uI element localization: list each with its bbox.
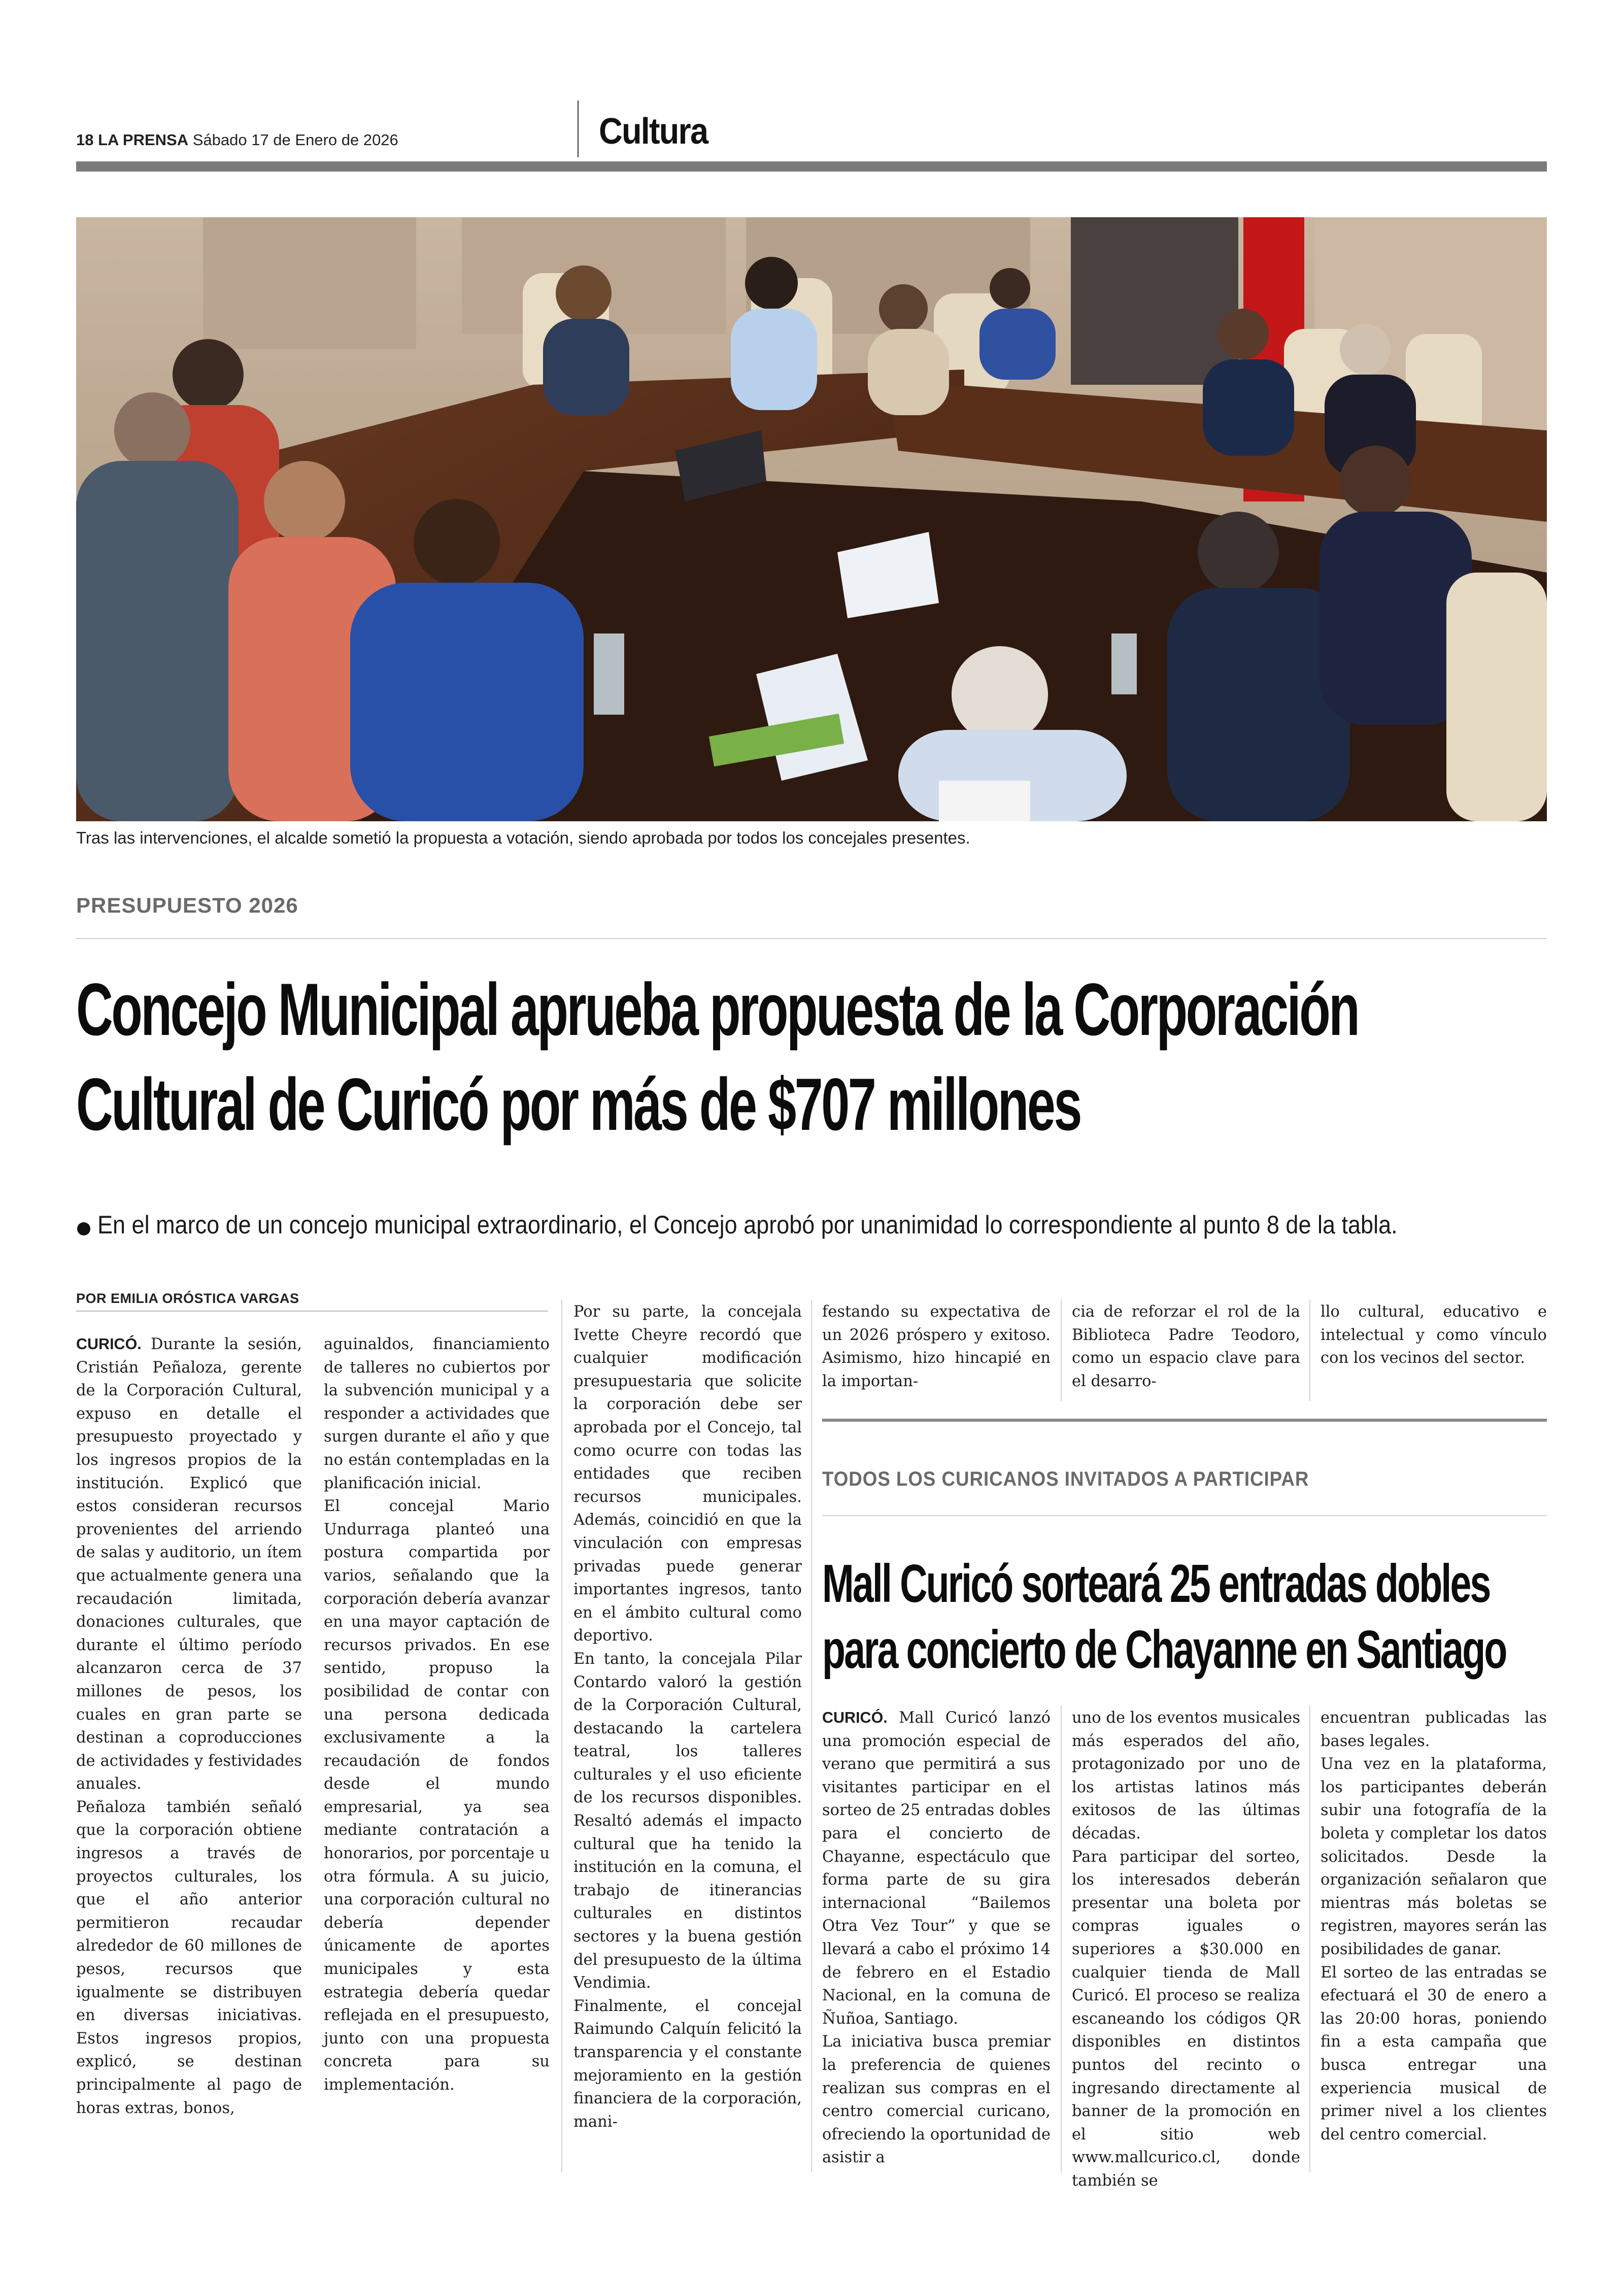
page-header-info bbox=[76, 131, 398, 149]
box-headline-line-1: Mall Curicó sorteará 25 entradas dobles bbox=[822, 1554, 1490, 1614]
headline-line-2: Cultural de Curicó por más de $707 millones bbox=[76, 1063, 1080, 1146]
paragraph: aguinaldos, financiamiento de talleres no cubiertos por la subvención municipal y a responder a actividades que surgen durante el año y que no están contempladas en la planificación inicial. bbox=[324, 1335, 550, 1492]
article-column-1 bbox=[76, 1333, 302, 2120]
article-summary: En el marco de un concejo municipal extraordinario, el Concejo aprobó por unanimidad lo correspondiente al punto 8 de la tabla. bbox=[97, 1211, 1398, 1239]
paragraph-text: Durante la sesión, Cristián Peñaloza, gerente de la Corporación Cultural, expuso en detalle el presupuesto proyectado y los ingresos propios de la institución. Explicó que estos consideran recursos provenientes del arriendo de salas y auditorio, un ítem que actualmente genera una recaudación limitada, donaciones culturales, que durante el último período alcanzaron cerca de 37 millones de pesos, los cuales en gran parte se destinan a coproducciones de actividades y festividades anuales. bbox=[76, 1335, 302, 1793]
byline: POR EMILIA ORÓSTICA VARGAS bbox=[76, 1291, 299, 1306]
header-divider bbox=[578, 100, 579, 157]
box-article-column-2 bbox=[1072, 1706, 1300, 2192]
article-column-3 bbox=[573, 1300, 802, 2133]
newspaper-name: LA PRENSA bbox=[98, 131, 189, 149]
paragraph: Finalmente, el concejal Raimundo Calquín felicitó la transparencia y el constante mejoramiento en la gestión financiera de la corporación, mani- bbox=[573, 1997, 802, 2131]
box-article-column-1 bbox=[822, 1706, 1051, 2169]
paragraph: El sorteo de las entradas se efectuará el 30 de enero a las 20:00 horas, poniendo fin a esta campaña que busca entregar una experiencia musical de primer nivel a los clientes del centro comercial. bbox=[1321, 1963, 1547, 2143]
paragraph: encuentran publicadas las bases legales. bbox=[1321, 1709, 1547, 1750]
paragraph: Una vez en la plataforma, los participantes deberán subir una fotografía de la boleta y completar los datos solicitados. Desde la organización señalaron que mientras más boletas se registren, mayores serán las posibilidades de ganar. bbox=[1321, 1755, 1547, 1958]
box-dateline: CURICÓ. bbox=[822, 1709, 888, 1726]
column-rule bbox=[1061, 1705, 1062, 2172]
issue-date: Sábado 17 de Enero de 2026 bbox=[192, 131, 398, 149]
box-article-rule bbox=[822, 1419, 1547, 1422]
paragraph: cia de reforzar el rol de la Biblioteca Padre Teodoro, como un espacio clave para el desarro- bbox=[1072, 1303, 1300, 1390]
paragraph bbox=[76, 1333, 302, 1796]
paragraph: Peñaloza también señaló que la corporación obtiene ingresos a través de proyectos culturales, los que el año anterior permitieron recaudar alrededor de 60 millones de pesos, recursos que igualmente se distribuyen en diversas iniciativas. Estos ingresos propios, explicó, se destinan principalmente al pago de horas extras, bonos, bbox=[76, 1798, 302, 2117]
box-article-column-3 bbox=[1321, 1706, 1547, 2146]
article-column-6 bbox=[1321, 1300, 1547, 1370]
paragraph: La iniciativa busca premiar la preferencia de quienes realizan sus compras en el centro comercial curicano, ofreciendo la oportunidad de asistir a bbox=[822, 2033, 1051, 2167]
section-title: Cultura bbox=[599, 111, 708, 152]
column-rule bbox=[1309, 1705, 1310, 2172]
kicker-rule bbox=[76, 938, 1547, 939]
paragraph: festando su expectativa de un 2026 próspero y exitoso. Asimismo, hizo hincapié en la importan- bbox=[822, 1303, 1051, 1390]
paragraph: En tanto, la concejala Pilar Contardo valoró la gestión de la Corporación Cultural, destacando la cartelera teatral, los talleres culturales y el uso eficiente de los recursos disponibles. Resaltó además el impacto cultural que ha tenido la institución en la comuna, el trabajo de itinerancias culturales en distintos sectores y la buena gestión del presupuesto de la última Vendimia. bbox=[573, 1650, 802, 1992]
paragraph: Por su parte, la concejala Ivette Cheyre recordó que cualquier modificación presupuestaria que solicite la corporación debe ser aprobada por el Concejo, tal como ocurre con todas las entidades que reciben recursos municipales. Además, coincidió en que la vinculación con empresas privadas puede generar importantes ingresos, tanto en el ámbito cultural como deportivo. bbox=[573, 1303, 802, 1645]
column-rule bbox=[1061, 1299, 1062, 1401]
header-rule bbox=[76, 161, 1547, 172]
box-headline-line-2: para concierto de Chayanne en Santiago bbox=[822, 1620, 1506, 1680]
box-article-kicker: TODOS LOS CURICANOS INVITADOS A PARTICIPAR bbox=[822, 1468, 1309, 1490]
paragraph: El concejal Mario Undurraga planteó una postura compartida por varios, señalando que la corporación debería avanzar en una mayor captación de recursos privados. En ese sentido, propuso la posibilidad de contar con una persona dedicada exclusivamente a la recaudación de fondos desde el mundo empresarial, ya sea mediante contratación a honorarios, por porcentaje u otra fórmula. A su juicio, una corporación cultural no debería depender únicamente de aportes municipales y esta estrategia debería quedar reflejada en el presupuesto, junto con una propuesta concreta para su implementación. bbox=[324, 1497, 550, 2094]
paragraph: llo cultural, educativo e intelectual y como vínculo con los vecinos del sector. bbox=[1321, 1303, 1547, 1367]
paragraph: Para participar del sorteo, los interesados deberán presentar una boleta por compras iguales o superiores a $30.000 en cualquier tienda de Mall Curicó. El proceso se realiza escaneando los códigos QR disponibles en distintos puntos del recinto o ingresando directamente al banner de la promoción en el sitio web www.mallcurico.cl, donde también se bbox=[1072, 1848, 1300, 2190]
column-rule bbox=[1309, 1299, 1310, 1401]
paragraph: uno de los eventos musicales más esperados del año, protagonizado por uno de los artistas latinos más exitosos de las últimas décadas. bbox=[1072, 1709, 1300, 1842]
dateline: CURICÓ. bbox=[76, 1335, 142, 1353]
box-kicker-rule bbox=[822, 1515, 1547, 1516]
paragraph bbox=[822, 1706, 1051, 2030]
article-kicker: PRESUPUESTO 2026 bbox=[76, 893, 298, 917]
headline-line-1: Concejo Municipal aprueba propuesta de la Corporación bbox=[76, 968, 1359, 1051]
paragraph-text: Mall Curicó lanzó una promoción especial de verano que permitirá a sus visitantes participar en el sorteo de 25 entradas dobles para el concierto de Chayanne, espectáculo que forma parte de su gira internacional “Bailemos Otra Vez Tour” y que se llevará a cabo el próximo 14 de febrero en el Estadio Nacional, en la comuna de Ñuñoa, Santiago. bbox=[822, 1709, 1051, 2028]
article-column-4 bbox=[822, 1300, 1051, 1393]
article-column-5 bbox=[1072, 1300, 1300, 1393]
photo-caption: Tras las intervenciones, el alcalde sometió la propuesta a votación, siendo aprobada por todos los concejales presentes. bbox=[76, 828, 970, 847]
column-rule bbox=[811, 1299, 812, 2172]
page-number: 18 bbox=[76, 131, 94, 149]
article-column-2 bbox=[324, 1333, 550, 2097]
meeting-photo bbox=[76, 217, 1547, 821]
column-rule bbox=[561, 1299, 562, 2172]
byline-rule bbox=[76, 1311, 548, 1312]
bullet-icon bbox=[77, 1222, 90, 1235]
